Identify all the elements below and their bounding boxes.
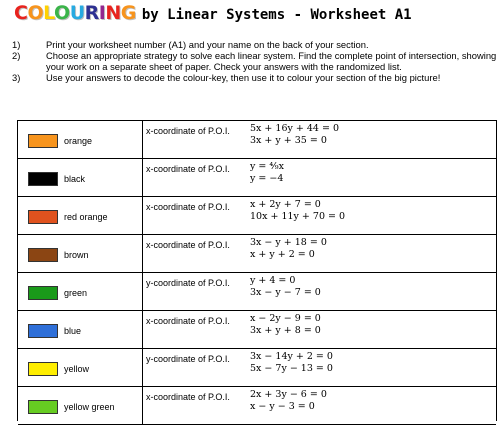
logo-letter: N <box>105 2 121 24</box>
colour-name: red orange <box>64 212 108 222</box>
colour-swatch <box>28 286 58 300</box>
coordinate-label: x-coordinate of P.O.I. <box>146 164 230 174</box>
logo-letter: O <box>27 2 44 24</box>
coordinate-label: x-coordinate of P.O.I. <box>146 126 230 136</box>
logo-letter: I <box>98 2 106 24</box>
colour-swatch <box>28 362 58 376</box>
instructions-list <box>12 39 498 83</box>
equation-2: 3x − y − 7 = 0 <box>250 287 321 298</box>
colour-swatch <box>28 248 58 262</box>
colour-key-row <box>18 121 496 159</box>
colour-key-table <box>17 120 497 421</box>
equation-1: x − 2y − 9 = 0 <box>250 313 321 324</box>
logo-letter: U <box>69 2 85 24</box>
worksheet-title: by Linear Systems - Worksheet A1 <box>141 7 412 23</box>
logo-letter: C <box>14 2 28 24</box>
colour-key-row <box>18 235 496 273</box>
colour-name: black <box>64 174 86 184</box>
colour-name: yellow green <box>64 402 115 412</box>
equation-1: 5x + 16y + 44 = 0 <box>250 123 339 134</box>
equation-2: 3x + y + 35 = 0 <box>250 135 327 146</box>
logo-letter: G <box>120 2 136 24</box>
instruction-number: 1) <box>12 39 21 50</box>
instruction-text: Use your answers to decode the colour-key, then use it to colour your section of the big picture! <box>46 72 441 83</box>
equation-1: x + 2y + 7 = 0 <box>250 199 321 210</box>
colour-key-row <box>18 349 496 387</box>
equation-2: 5x − 7y − 13 = 0 <box>250 363 333 374</box>
instruction-item <box>12 39 498 50</box>
colour-swatch <box>28 210 58 224</box>
worksheet-header <box>14 2 412 32</box>
colour-key-row <box>18 159 496 197</box>
instruction-text: Choose an appropriate strategy to solve each linear system. Find the complete point of intersection, showing your work on a separate sheet of paper. Check your answers with the randomized list. <box>46 50 497 72</box>
equation-1: y = ⁴⁄₉x <box>250 161 284 172</box>
colour-name: blue <box>64 326 82 336</box>
equation-2: y = −4 <box>250 173 284 184</box>
equation-2: x + y + 2 = 0 <box>250 249 315 260</box>
equation-2: 3x + y + 8 = 0 <box>250 325 321 336</box>
logo-letter: R <box>84 2 99 24</box>
instruction-number: 3) <box>12 72 21 83</box>
equation-1: 2x + 3y − 6 = 0 <box>250 389 327 400</box>
colour-name: brown <box>64 250 89 260</box>
colouring-logo <box>14 2 136 24</box>
coordinate-label: x-coordinate of P.O.I. <box>146 240 230 250</box>
colour-name: yellow <box>64 364 90 374</box>
colour-key-row <box>18 387 496 425</box>
logo-letter: L <box>43 2 55 24</box>
colour-name: green <box>64 288 88 298</box>
equation-1: 3x − 14y + 2 = 0 <box>250 351 333 362</box>
equation-1: 3x − y + 18 = 0 <box>250 237 327 248</box>
colour-key-row <box>18 197 496 235</box>
coordinate-label: y-coordinate of P.O.I. <box>146 278 230 288</box>
equation-2: 10x + 11y + 70 = 0 <box>250 211 346 222</box>
colour-key-row <box>18 311 496 349</box>
instruction-item <box>12 50 498 72</box>
colour-key-row <box>18 273 496 311</box>
equation-2: x − y − 3 = 0 <box>250 401 315 412</box>
coordinate-label: x-coordinate of P.O.I. <box>146 202 230 212</box>
equation-1: y + 4 = 0 <box>250 275 296 286</box>
colour-name: orange <box>64 136 93 146</box>
instruction-text: Print your worksheet number (A1) and your name on the back of your section. <box>46 39 369 50</box>
coordinate-label: y-coordinate of P.O.I. <box>146 354 230 364</box>
instruction-item <box>12 72 498 83</box>
coordinate-label: x-coordinate of P.O.I. <box>146 392 230 402</box>
colour-swatch <box>28 172 58 186</box>
instruction-number: 2) <box>12 50 21 61</box>
colour-swatch <box>28 400 58 414</box>
logo-letter: O <box>54 2 70 24</box>
colour-swatch <box>28 134 58 148</box>
coordinate-label: x-coordinate of P.O.I. <box>146 316 230 326</box>
colour-swatch <box>28 324 58 338</box>
